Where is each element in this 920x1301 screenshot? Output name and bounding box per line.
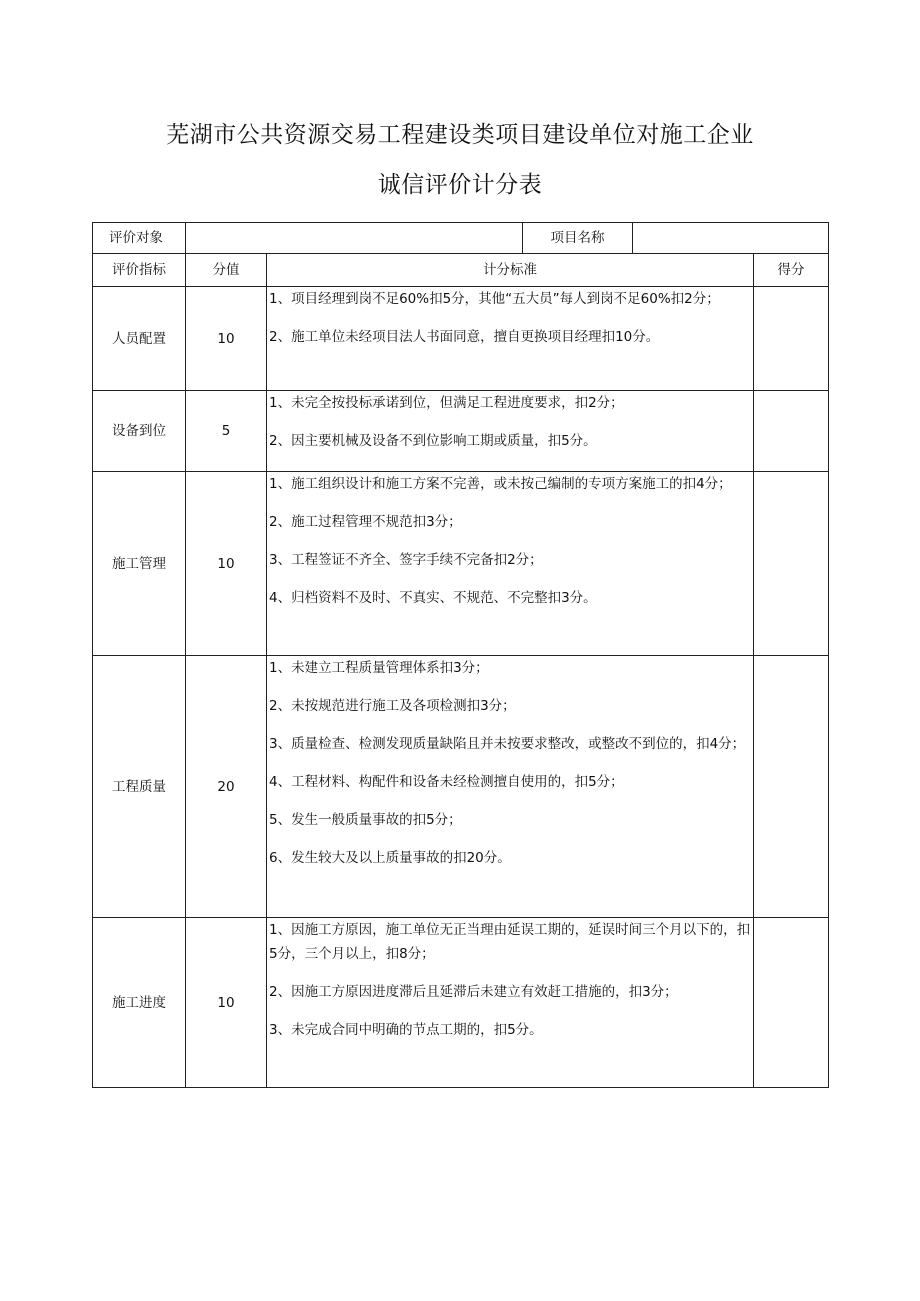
header-score: 分值 xyxy=(186,254,267,287)
row-criteria xyxy=(267,391,754,472)
criteria-item: 1、未完全按投标承诺到位，但满足工程进度要求，扣2分； xyxy=(269,395,624,411)
criteria-item: 2、因施工方原因进度滞后且延滞后未建立有效赶工措施的，扣3分； xyxy=(269,984,678,1000)
row-score: 10 xyxy=(186,918,267,1088)
table-row xyxy=(93,287,829,391)
evaluation-object-label: 评价对象 xyxy=(93,223,186,254)
table-row xyxy=(93,656,829,918)
criteria-item: 3、质量检查、检测发现质量缺陷且并未按要求整改，或整改不到位的，扣4分； xyxy=(269,736,746,752)
header-obtained: 得分 xyxy=(754,254,829,287)
document-title-line1: 芜湖市公共资源交易工程建设类项目建设单位对施工企业 xyxy=(166,122,754,148)
table-row xyxy=(93,391,829,472)
row-indicator: 施工管理 xyxy=(93,472,186,656)
criteria-item: 5、发生一般质量事故的扣5分； xyxy=(269,812,462,828)
row-indicator: 施工进度 xyxy=(93,918,186,1088)
criteria-item: 1、因施工方原因，施工单位无正当理由延误工期的，延误时间三个月以下的，扣5分，三个月以上，扣8分； xyxy=(269,922,751,962)
row-criteria xyxy=(267,918,754,1088)
row-indicator: 人员配置 xyxy=(93,287,186,391)
row-criteria xyxy=(267,472,754,656)
table-row xyxy=(93,918,829,1088)
criteria-item: 2、因主要机械及设备不到位影响工期或质量，扣5分。 xyxy=(269,433,597,449)
project-name-field[interactable] xyxy=(633,223,829,254)
row-criteria xyxy=(267,287,754,391)
header-criteria: 计分标准 xyxy=(267,254,754,287)
criteria-item: 3、工程签证不齐全、签字手续不完备扣2分； xyxy=(269,552,543,568)
row-obtained-score[interactable] xyxy=(754,472,829,656)
row-score: 10 xyxy=(186,472,267,656)
project-name-label: 项目名称 xyxy=(523,223,633,254)
evaluation-object-field[interactable] xyxy=(186,223,523,254)
criteria-item: 3、未完成合同中明确的节点工期的，扣5分。 xyxy=(269,1022,543,1038)
criteria-item: 6、发生较大及以上质量事故的扣20分。 xyxy=(269,850,511,866)
row-obtained-score[interactable] xyxy=(754,656,829,918)
row-score: 5 xyxy=(186,391,267,472)
header-indicator: 评价指标 xyxy=(93,254,186,287)
row-score: 20 xyxy=(186,656,267,918)
evaluation-table xyxy=(92,222,829,1088)
row-obtained-score[interactable] xyxy=(754,391,829,472)
criteria-item: 1、施工组织设计和施工方案不完善，或未按己编制的专项方案施工的扣4分； xyxy=(269,476,732,492)
row-obtained-score[interactable] xyxy=(754,287,829,391)
document-title-line2: 诚信评价计分表 xyxy=(377,172,543,198)
criteria-item: 4、归档资料不及时、不真实、不规范、不完整扣3分。 xyxy=(269,590,597,606)
criteria-item: 4、工程材料、构配件和设备未经检测擅自使用的，扣5分； xyxy=(269,774,624,790)
row-obtained-score[interactable] xyxy=(754,918,829,1088)
table-row xyxy=(93,472,829,656)
criteria-item: 1、未建立工程质量管理体系扣3分； xyxy=(269,660,489,676)
row-criteria xyxy=(267,656,754,918)
row-score: 10 xyxy=(186,287,267,391)
row-indicator: 设备到位 xyxy=(93,391,186,472)
header-row xyxy=(93,254,829,287)
criteria-item: 2、施工过程管理不规范扣3分； xyxy=(269,514,462,530)
criteria-item: 2、施工单位未经项目法人书面同意，擅自更换项目经理扣10分。 xyxy=(269,329,660,345)
row-indicator: 工程质量 xyxy=(93,656,186,918)
criteria-item: 2、未按规范进行施工及各项检测扣3分； xyxy=(269,698,516,714)
criteria-item: 1、项目经理到岗不足60%扣5分，其他“五大员”每人到岗不足60%扣2分； xyxy=(269,291,720,307)
object-row xyxy=(93,223,829,254)
